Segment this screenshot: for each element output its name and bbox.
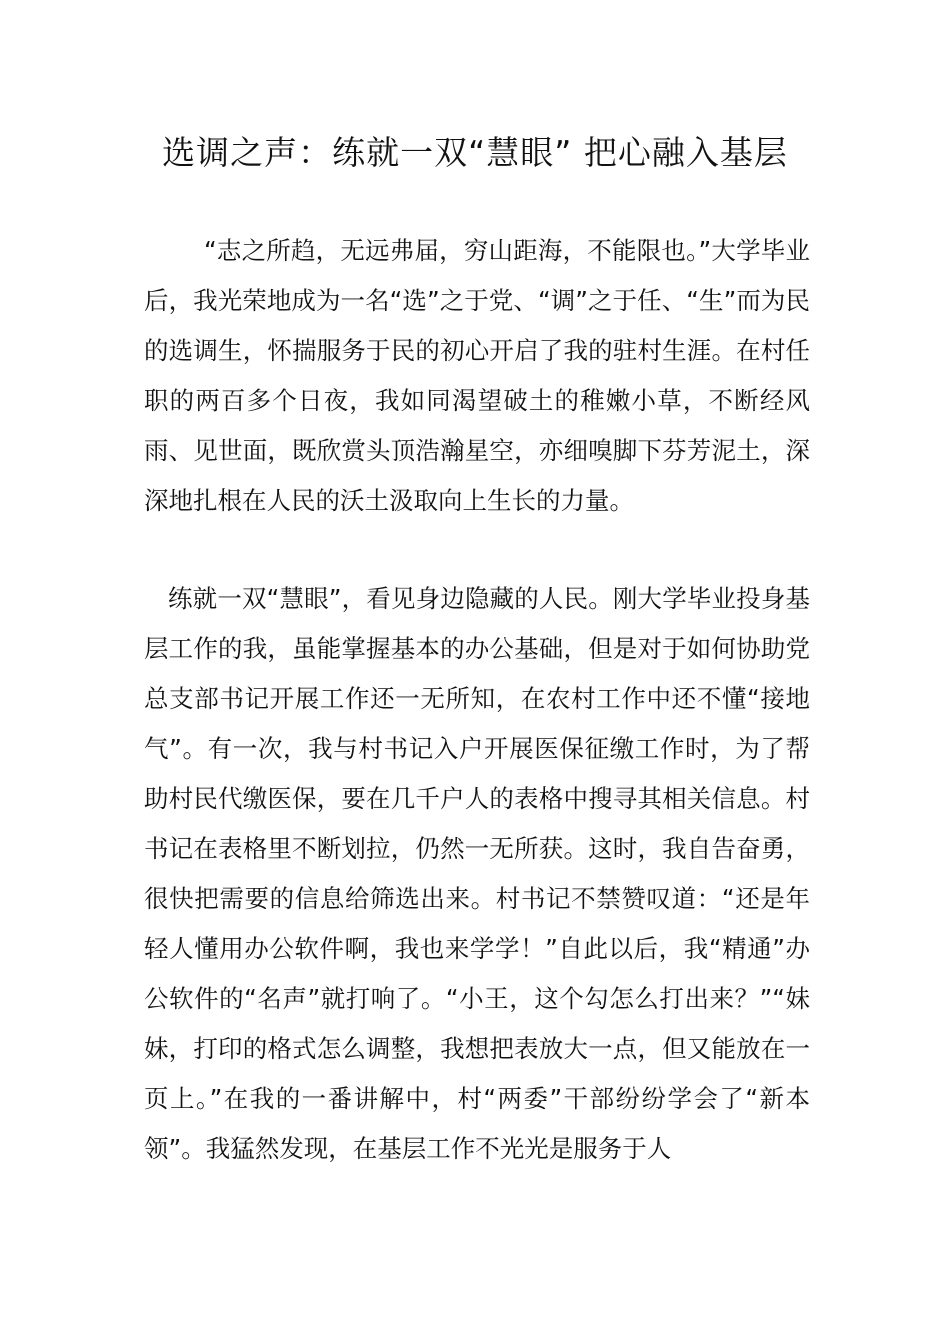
document-title: 选调之声：练就一双“慧眼” 把心融入基层 [162,133,788,172]
paragraph-wise-eyes: 练就一双“慧眼”，看见身边隐藏的人民。刚大学毕业投身基层工作的我，虽能掌握基本的办公基础，但是对于如何协助党总支部书记开展工作还一无所知，在农村工作中还不懂“接地气”。有一次，我与村书记入户开展医保征缴工作时，为了帮助村民代缴医保，要在几千户人的表格中搜寻其相关信息。村书记在表格里不断划拉，仍然一无所获。这时，我自告奋勇，很快把需要的信息给筛选出来。村书记不禁赞叹道：“还是年轻人懂用办公软件啊，我也来学学！”自此以后，我“精通”办公软件的“名声”就打响了。“小王，这个勾怎么打出来？”“妹妹，打印的格式怎么调整，我想把表放大一点，但又能放在一页上。”在我的一番讲解中，村“两委”干部纷纷学会了“新本领”。我猛然发现，在基层工作不光光是服务于人 [144,584,810,1163]
paragraph-intro: “志之所趋，无远弗届，穷山距海，不能限也。”大学毕业后，我光荣地成为一名“选”之于党、“调”之于任、“生”而为民的选调生，怀揣服务于民的初心开启了我的驻村生涯。在村任职的两百多个日夜，我如同渴望破土的稚嫩小草，不断经风雨、见世面，既欣赏头顶浩瀚星空，亦细嗅脚下芬芳泥土，深深地扎根在人民的沃土汲取向上生长的力量。 [144,236,810,515]
